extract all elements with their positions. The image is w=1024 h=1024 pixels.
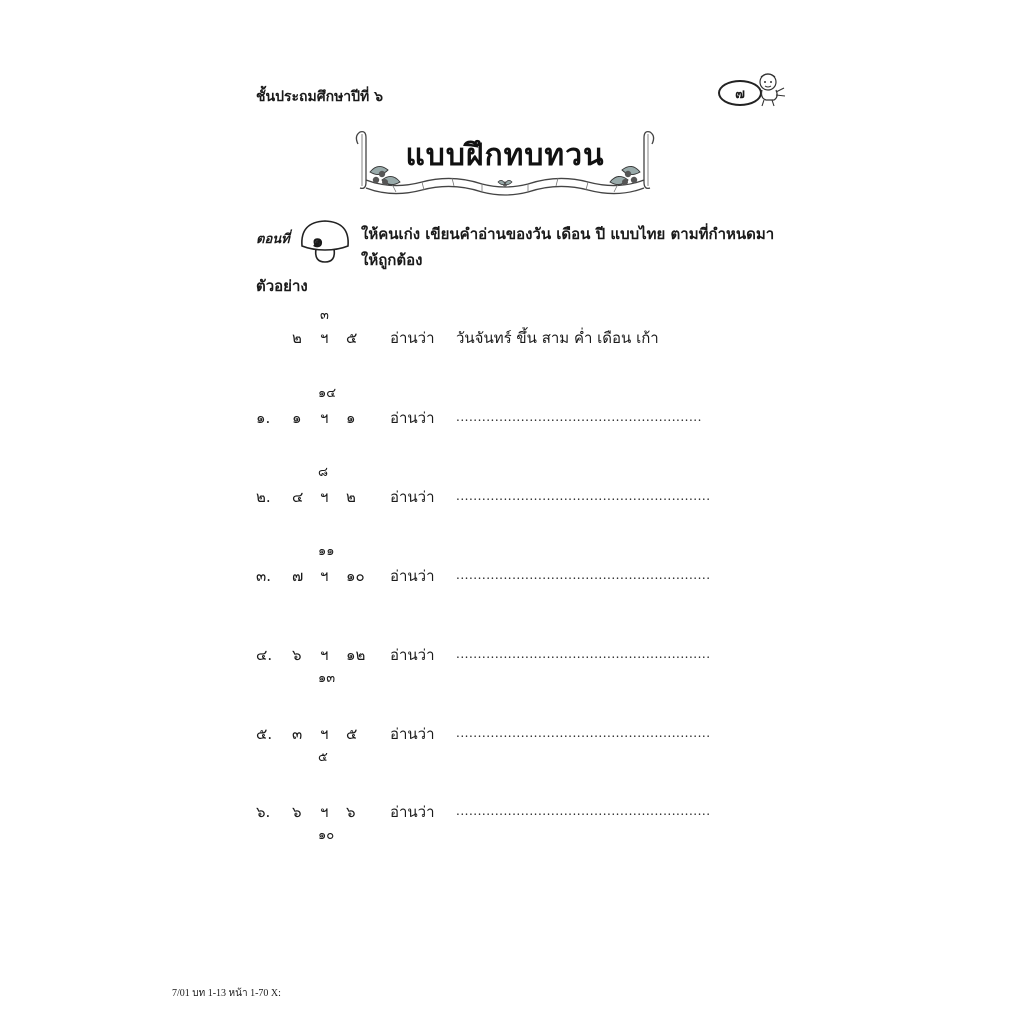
example-read-label: อ่านว่า: [390, 329, 435, 347]
exercise-moon-number: ๑๑: [318, 544, 335, 559]
answer-blank[interactable]: ...........................................................: [456, 726, 711, 740]
example-label: ตัวอย่าง: [256, 277, 308, 295]
answer-blank[interactable]: ...........................................................: [456, 647, 711, 661]
page-number-badge: [718, 70, 790, 110]
exercise-weekday: ๑: [292, 409, 302, 427]
exercise-separator: ฯ: [320, 646, 329, 664]
exercise-month: ๖: [346, 803, 356, 821]
exercise-number: ๖.: [256, 803, 271, 821]
exercise-number: ๔.: [256, 646, 273, 664]
exercise-month: ๒: [346, 488, 356, 506]
exercise-moon-number: ๑๐: [318, 828, 335, 843]
exercise-read-label: อ่านว่า: [390, 803, 435, 821]
answer-blank[interactable]: .........................................................: [456, 410, 702, 424]
exercise-separator: ฯ: [320, 803, 329, 821]
exercise-read-label: อ่านว่า: [390, 409, 435, 427]
mascot-icon: [752, 70, 788, 108]
exercise-weekday: ๔: [292, 488, 304, 506]
exercise-month: ๑๐: [346, 567, 365, 585]
exercise-weekday: ๖: [292, 646, 302, 664]
exercise-separator: ฯ: [320, 567, 329, 585]
grade-heading: ชั้นประถมศึกษาปีที่ ๖: [256, 89, 384, 105]
exercise-read-label: อ่านว่า: [390, 725, 435, 743]
example-answer: วันจันทร์ ขึ้น สาม ค่ำ เดือน เก้า: [456, 329, 659, 347]
print-footer: 7/01 บท 1-13 หน้า 1-70 X:: [172, 988, 281, 999]
exercise-separator: ฯ: [320, 409, 329, 427]
example-separator: ฯ: [320, 329, 329, 347]
section-label: ตอนที่: [256, 232, 290, 247]
exercise-number: ๓.: [256, 567, 272, 585]
exercise-moon-number: ๑๓: [318, 671, 336, 686]
example-month: ๕: [346, 329, 358, 347]
page-number: ๗: [718, 80, 762, 106]
example-moon-number: ๓: [320, 308, 329, 323]
exercise-read-label: อ่านว่า: [390, 567, 435, 585]
exercise-read-label: อ่านว่า: [390, 488, 435, 506]
exercise-number: ๑.: [256, 409, 271, 427]
title-banner: [352, 126, 658, 202]
mushroom-badge: [298, 218, 352, 266]
page-title: แบบฝึกทบทวน: [405, 138, 605, 173]
exercise-weekday: ๖: [292, 803, 302, 821]
exercise-month: ๑: [346, 409, 356, 427]
instruction-text-line2: ให้ถูกต้อง: [361, 251, 423, 269]
exercise-month: ๕: [346, 725, 358, 743]
exercise-separator: ฯ: [320, 725, 329, 743]
answer-blank[interactable]: ...........................................................: [456, 804, 711, 818]
section-number: ๑: [312, 231, 324, 252]
exercise-month: ๑๒: [346, 646, 366, 664]
exercise-weekday: ๓: [292, 725, 303, 743]
exercise-separator: ฯ: [320, 488, 329, 506]
example-weekday: ๒: [292, 329, 302, 347]
exercise-number: ๒.: [256, 488, 271, 506]
answer-blank[interactable]: ...........................................................: [456, 489, 711, 503]
answer-blank[interactable]: ...........................................................: [456, 568, 711, 582]
instruction-text-line1: ให้คนเก่ง เขียนคำอ่านของวัน เดือน ปี แบบไทย ตามที่กำหนดมา: [361, 225, 775, 243]
exercise-read-label: อ่านว่า: [390, 646, 435, 664]
exercise-weekday: ๗: [292, 567, 304, 585]
mushroom-icon: [298, 218, 352, 266]
exercise-moon-number: ๑๔: [318, 386, 337, 401]
exercise-number: ๕.: [256, 725, 273, 743]
exercise-moon-number: ๘: [318, 465, 329, 480]
exercise-moon-number: ๕: [318, 750, 328, 765]
